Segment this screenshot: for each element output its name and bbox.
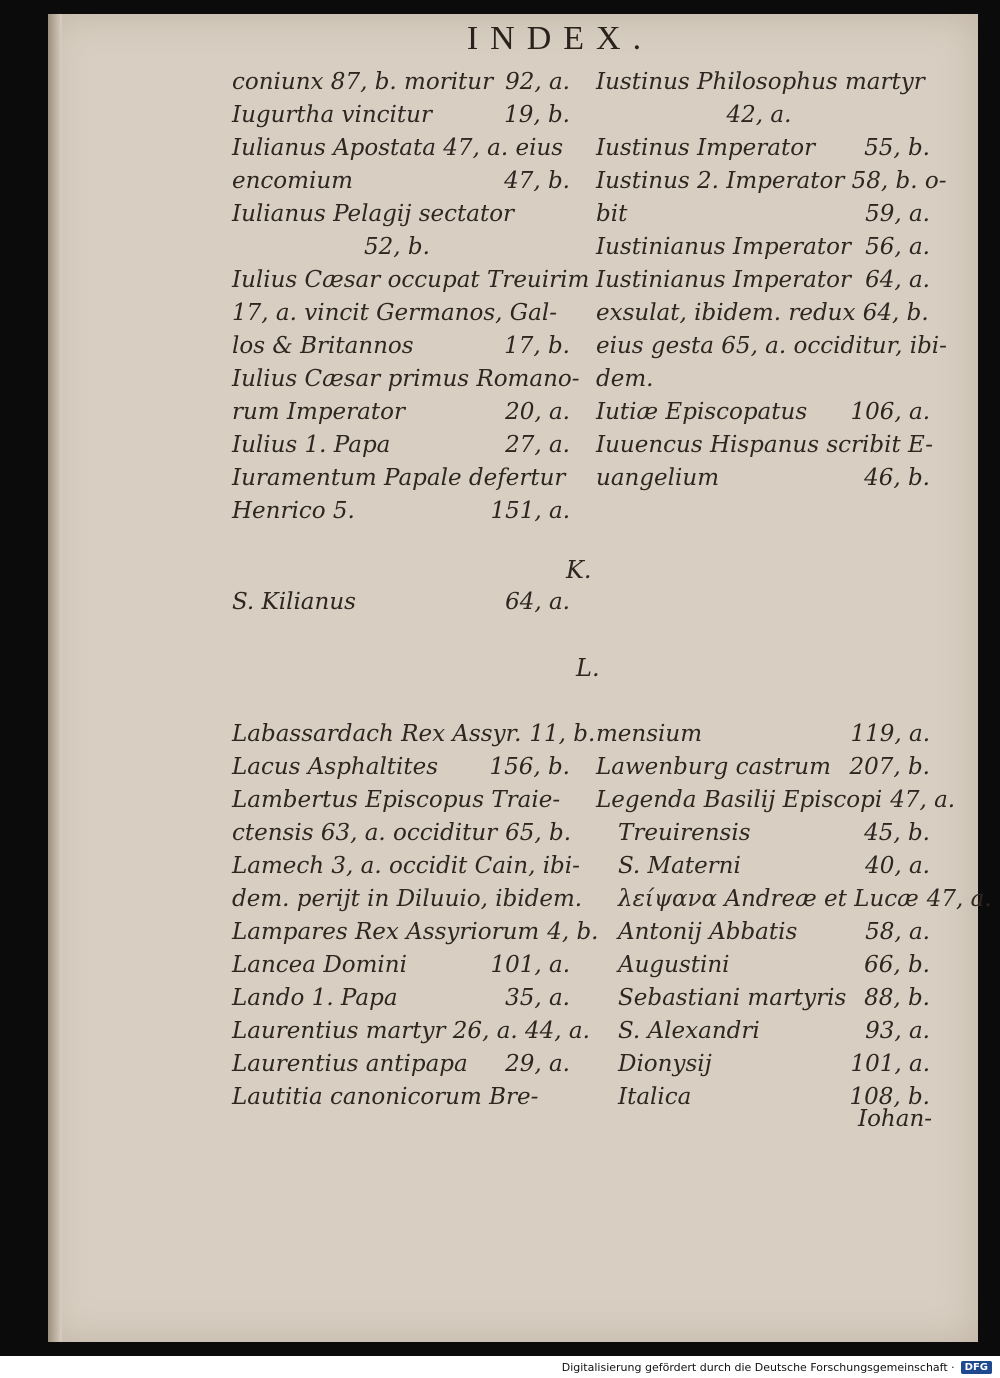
index-entry-text: Iuuencus Hispanus scribit E- <box>596 432 933 458</box>
index-entry-reference: 20, a. <box>505 399 570 425</box>
index-entry-text: 17, a. vincit Germanos, Gal- <box>232 300 557 326</box>
index-entry-reference: 93, a. <box>865 1018 930 1044</box>
index-entry <box>596 198 930 231</box>
left-column-bottom <box>232 718 599 1114</box>
index-entry <box>596 817 930 850</box>
index-entry-reference: 101, a. <box>490 952 570 978</box>
index-entry <box>232 66 570 99</box>
index-entry-reference: 156, b. <box>489 754 570 780</box>
index-entry-reference: 108, b. <box>849 1084 930 1110</box>
index-entry <box>596 66 930 99</box>
index-entry <box>596 462 930 495</box>
index-entry-reference: 17, b. <box>504 333 570 359</box>
index-entry <box>232 99 570 132</box>
footer-credit: Digitalisierung gefördert durch die Deutsche Forschungsgemeinschaft · <box>561 1360 955 1374</box>
index-entry <box>232 751 570 784</box>
index-entry-text: mensium <box>596 721 703 747</box>
index-entry-text: Iustinianus Imperator <box>596 267 851 293</box>
index-entry-text: Iulianus Apostata 47, a. eius <box>232 135 564 161</box>
index-entry-text: Henrico 5. <box>232 498 355 524</box>
footer-bar <box>0 1356 1000 1378</box>
index-entry-reference: 64, a. <box>865 267 930 293</box>
index-entry <box>596 297 930 330</box>
index-entry-text: λείψανα Andreæ et Lucæ <box>618 886 919 912</box>
index-entry <box>232 1081 570 1114</box>
index-entry <box>596 982 930 1015</box>
index-entry-text: rum Imperator <box>232 399 405 425</box>
index-entry <box>232 949 570 982</box>
index-entry-reference: 65, b. <box>505 820 572 846</box>
page-gutter-shadow <box>48 14 62 1342</box>
index-entry <box>232 231 570 264</box>
index-entry-reference <box>562 784 570 817</box>
index-entry-text: S. Materni <box>618 853 741 879</box>
index-entry <box>232 330 570 363</box>
index-entry <box>596 784 956 817</box>
index-entry <box>596 883 992 916</box>
index-entry-text: Iustinianus Imperator <box>596 234 851 260</box>
index-entry-text: S. Alexandri <box>618 1018 760 1044</box>
index-entry <box>232 462 570 495</box>
index-entry-reference: 27, a. <box>505 432 570 458</box>
index-entry <box>596 132 930 165</box>
index-entry-text: Lampares Rex Assyriorum <box>232 919 540 945</box>
index-entry-text: Treuirensis <box>618 820 751 846</box>
index-entry-text: dem. perijt in Diluuio, ibidem. <box>232 886 583 912</box>
index-entry <box>232 850 580 883</box>
index-entry-reference <box>922 363 930 396</box>
index-entry-reference: 46, b. <box>864 465 930 491</box>
index-entry <box>596 916 930 949</box>
index-entry-text: Legenda Basilij Episcopi <box>596 787 883 813</box>
index-entry-reference: 64, a. <box>505 589 570 615</box>
index-entry-reference: 59, a. <box>865 201 930 227</box>
index-entry-text: S. Kilianus <box>232 589 356 615</box>
index-entry-reference <box>929 297 937 330</box>
index-entry-reference: 58, a. <box>865 919 930 945</box>
index-entry <box>596 1048 930 1081</box>
index-entry <box>232 363 580 396</box>
index-entry <box>232 1015 590 1048</box>
index-entry-reference: 66, b. <box>864 952 930 978</box>
index-entry-text: Dionysij <box>618 1051 712 1077</box>
right-column-top <box>596 66 947 496</box>
index-entry-reference: 19, b. <box>504 102 570 128</box>
index-entry-reference: 11, b. <box>529 721 596 747</box>
section-letter-l: L. <box>576 654 600 682</box>
right-column-bottom <box>596 718 992 1114</box>
index-entry-text: Laurentius martyr 26, a. 44, a. <box>232 1018 590 1044</box>
k-entries <box>232 586 570 619</box>
index-entry-text: Lautitia canonicorum Bre- <box>232 1084 539 1110</box>
index-entry <box>232 982 570 1015</box>
index-entry <box>232 1048 570 1081</box>
index-entry-text: Lambertus Episcopus Traie- <box>232 787 561 813</box>
index-entry-reference <box>580 850 588 883</box>
index-entry-text: Lancea Domini <box>232 952 407 978</box>
index-entry <box>596 396 930 429</box>
running-head: INDEX. <box>466 20 654 57</box>
index-entry-text: Iustinus Philosophus martyr <box>596 69 925 95</box>
index-entry-reference <box>562 1081 570 1114</box>
index-entry-text: 42, a. <box>726 102 792 128</box>
index-entry <box>232 297 570 330</box>
index-entry-reference: 35, a. <box>505 985 570 1011</box>
index-entry-text: Lamech 3, a. occidit Cain, ibi- <box>232 853 580 879</box>
index-entry-reference: 101, a. <box>850 1051 930 1077</box>
index-entry-text: eius gesta 65, a. occiditur, ibi- <box>596 333 947 359</box>
index-entry-text: Iutiæ Episcopatus <box>596 399 808 425</box>
index-entry-reference: 47, a. <box>926 886 992 912</box>
index-entry-reference <box>565 462 573 495</box>
index-entry-text: Italica <box>618 1084 692 1110</box>
index-entry-reference <box>562 198 570 231</box>
index-entry-reference <box>580 363 588 396</box>
index-entry-text: Lawenburg castrum <box>596 754 831 780</box>
index-entry-reference <box>562 297 570 330</box>
index-entry <box>596 429 933 462</box>
index-entry-reference: 45, b. <box>864 820 930 846</box>
index-entry <box>596 949 930 982</box>
index-entry-reference: 92, a. <box>505 69 570 95</box>
index-entry-reference: 106, a. <box>850 399 930 425</box>
index-entry-text: bit <box>596 201 628 227</box>
index-entry-reference: 47, b. <box>504 168 570 194</box>
index-entry-text: Augustini <box>618 952 730 978</box>
index-entry-text: dem. <box>596 366 654 392</box>
catchword: Iohan- <box>858 1106 933 1132</box>
index-entry <box>232 784 570 817</box>
index-entry-text: uangelium <box>596 465 720 491</box>
index-entry-reference <box>563 132 571 165</box>
index-entry-reference: 151, a. <box>490 498 570 524</box>
index-entry <box>596 1015 930 1048</box>
index-entry <box>232 916 599 949</box>
index-entry <box>232 586 570 619</box>
index-entry-text: Iulianus Pelagij sectator <box>232 201 515 227</box>
index-entry-text: coniunx 87, b. moritur <box>232 69 494 95</box>
index-entry-text: Iulius Cæsar occupat Treuirim <box>232 267 590 293</box>
index-entry-text: Iuramentum Papale defertur <box>232 465 566 491</box>
index-entry <box>596 231 930 264</box>
index-entry <box>596 718 930 751</box>
index-entry-text: Sebastiani martyris <box>618 985 847 1011</box>
index-entry <box>596 99 930 132</box>
index-entry-reference: 4, b. <box>547 919 599 945</box>
index-entry-reference <box>430 231 438 264</box>
index-entry <box>232 495 570 528</box>
index-entry-text: Lacus Asphaltites <box>232 754 439 780</box>
dfg-logo-icon: DFG <box>961 1361 992 1374</box>
index-entry <box>232 132 570 165</box>
index-entry-text: 52, b. <box>364 234 430 260</box>
index-entry-text: Iulius Cæsar primus Romano- <box>232 366 580 392</box>
left-column-top <box>232 66 590 528</box>
index-entry <box>596 751 930 784</box>
index-entry-text: los & Britannos <box>232 333 414 359</box>
index-entry-reference: 56, a. <box>865 234 930 260</box>
index-entry-reference: 207, b. <box>849 754 930 780</box>
index-entry <box>232 396 570 429</box>
index-entry-text: Lando 1. Papa <box>232 985 398 1011</box>
index-entry-reference: 29, a. <box>505 1051 570 1077</box>
index-entry <box>232 198 570 231</box>
index-entry <box>596 363 930 396</box>
index-entry-reference <box>947 330 955 363</box>
index-entry <box>596 330 947 363</box>
index-entry-text: ctensis 63, a. occiditur <box>232 820 498 846</box>
index-entry-reference: 40, a. <box>865 853 930 879</box>
index-entry-text: Iustinus Imperator <box>596 135 816 161</box>
index-entry-reference: 119, a. <box>850 721 930 747</box>
index-entry-text: Labassardach Rex Assyr. <box>232 721 522 747</box>
index-entry-text: Iugurtha vincitur <box>232 102 432 128</box>
index-entry-text: Laurentius antipapa <box>232 1051 468 1077</box>
index-entry-text: encomium <box>232 168 353 194</box>
index-entry <box>596 264 930 297</box>
index-entry-reference: 88, b. <box>864 985 930 1011</box>
index-entry <box>232 883 583 916</box>
index-entry-reference <box>933 429 941 462</box>
index-entry <box>232 817 570 850</box>
index-entry <box>232 264 590 297</box>
index-entry-reference <box>582 883 590 916</box>
index-entry-reference: 47, a. <box>890 787 956 813</box>
index-entry <box>596 165 947 198</box>
index-entry <box>232 429 570 462</box>
index-entry-reference: 55, b. <box>864 135 930 161</box>
index-entry-reference <box>946 165 954 198</box>
index-entry-text: Iustinus 2. Imperator 58, b. o- <box>596 168 947 194</box>
index-entry <box>596 850 930 883</box>
index-entry-reference <box>791 99 799 132</box>
index-entry-reference <box>925 66 933 99</box>
index-entry <box>232 718 596 751</box>
index-entry <box>232 165 570 198</box>
index-entry-text: Antonij Abbatis <box>618 919 798 945</box>
section-letter-k: K. <box>566 556 592 584</box>
index-entry-text: Iulius 1. Papa <box>232 432 391 458</box>
index-entry-text: exsulat, ibidem. redux 64, b. <box>596 300 929 326</box>
